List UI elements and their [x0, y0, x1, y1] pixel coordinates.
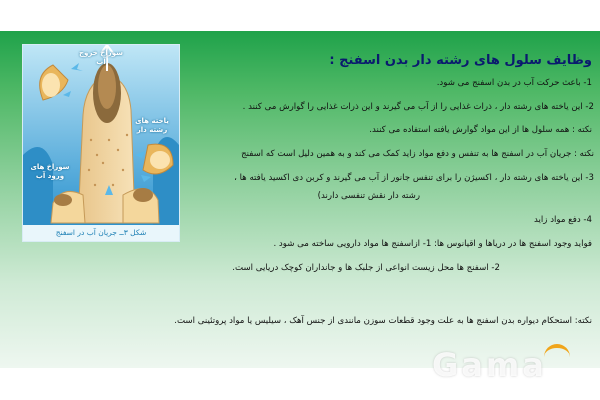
slide-title: وظایف سلول های رشته دار بدن اسفنج :	[329, 53, 592, 68]
sponge-drawing	[23, 45, 179, 225]
text-line-10: نکته: استحکام دیواره بدن اسفنج ها به علت وجود قطعات سوزن مانندی از جنس آهک ، سیلیس یا مواد پروتئینی است.	[174, 316, 592, 326]
sponge-illustration	[22, 44, 180, 242]
logo-text: Gama	[432, 346, 547, 384]
text-line-1: 1- باعث حرکت آب در بدن اسفنج می شود.	[436, 78, 592, 88]
text-line-6: رشته دار نقش تنفسی دارند)	[317, 191, 420, 201]
gama-logo	[432, 342, 582, 382]
text-line-7: 4- دفع مواد زاید	[534, 215, 592, 225]
text-line-3: نکته : همه سلول ها از این مواد گوارش یافته استفاده می کنند.	[369, 125, 592, 135]
figure-caption: شکل ۳ــ جریان آب در اسفنج	[23, 225, 179, 241]
text-line-5: 3- این یاخته های رشته دار ، اکسیژن را برای تنفس جانور از آب می گیرند و کربن دی اکسید یافته ها ،	[234, 173, 594, 183]
text-line-2: 2- این یاخته های رشته دار ، ذرات غذایی را از آب می گیرند و این ذرات غذایی را گوارش می کنند .	[242, 102, 594, 112]
label-water-entry: سوراخ های ورود آب	[30, 163, 70, 180]
label-water-exit: سوراخ خروج آب	[79, 49, 123, 66]
text-line-8: فواید وجود اسفنج ها در دریاها و اقیانوس ها: 1- ازاسفنج ها مواد دارویی ساخته می شود .	[273, 239, 592, 249]
text-line-4: نکته : جریان آب در اسفنج ها به تنفس و دفع مواد زاید کمک می کند و به همین دلیل است که اسفنج	[241, 149, 594, 159]
text-line-9: 2- اسفنج ها محل زیست انواعی از جلبک ها و جانداران کوچک دریایی است.	[232, 263, 500, 273]
slide-background	[0, 31, 600, 368]
label-flagellated-cells: یاخته های رشته دار	[135, 117, 169, 134]
logo-arc-icon	[544, 344, 570, 362]
